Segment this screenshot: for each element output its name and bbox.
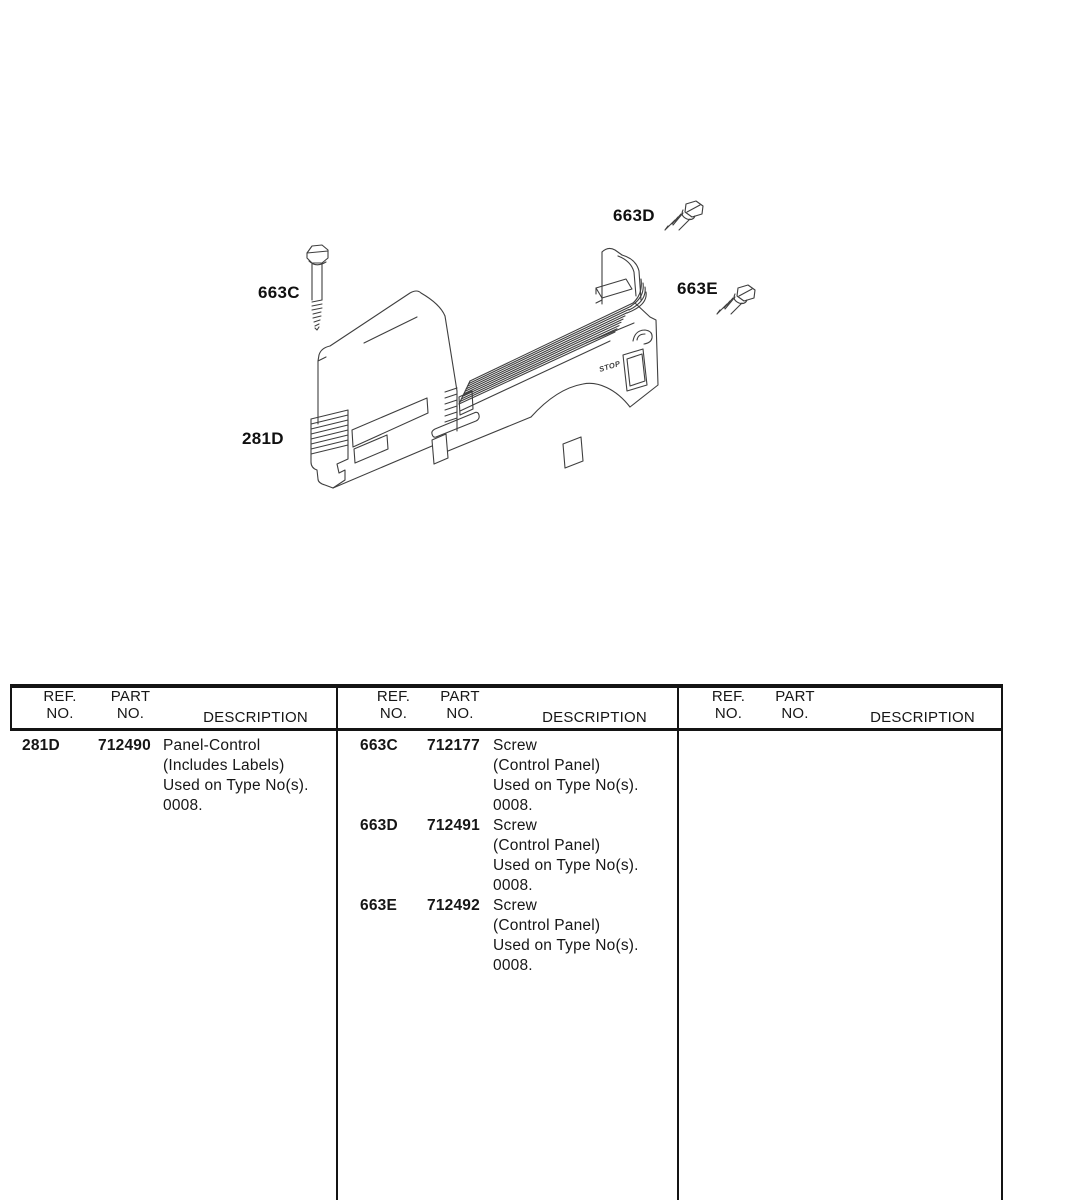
table-body-col2 xyxy=(340,736,676,976)
table-header-col2 xyxy=(340,688,696,726)
table-divider-2 xyxy=(677,684,679,1200)
table-divider-1 xyxy=(336,684,338,1200)
table-header-col1 xyxy=(10,688,348,726)
callout-663c: 663C xyxy=(258,283,300,302)
ref-no-cell: 663E xyxy=(360,897,397,914)
part-no-header: PART NO. xyxy=(110,688,151,722)
screw-663d-drawing xyxy=(665,201,703,230)
bolt-663c-drawing xyxy=(307,245,328,330)
part-row-663d xyxy=(340,816,676,896)
description-cell: Screw (Control Panel) Used on Type No(s). 0008. xyxy=(493,897,639,974)
table-body-col1 xyxy=(10,736,336,816)
table-header-separator xyxy=(10,728,1003,731)
description-header: DESCRIPTION xyxy=(203,709,308,726)
ref-no-header: REF. NO. xyxy=(376,688,411,722)
ref-no-header: REF. NO. xyxy=(43,688,77,722)
ref-no-cell: 281D xyxy=(22,737,60,754)
part-no-header: PART NO. xyxy=(775,688,815,722)
part-no-cell: 712490 xyxy=(98,737,151,754)
description-cell: Panel-Control (Includes Labels) Used on Type No(s). 0008. xyxy=(163,737,309,814)
ribbed-band-drawing xyxy=(459,279,646,411)
ref-no-cell: 663C xyxy=(360,737,398,754)
part-no-header: PART NO. xyxy=(440,688,480,722)
callout-281d: 281D xyxy=(242,429,284,448)
description-header: DESCRIPTION xyxy=(870,709,975,726)
part-row-663c xyxy=(340,736,676,816)
ref-no-header: REF. NO. xyxy=(711,688,746,722)
table-header-col3 xyxy=(679,688,1017,726)
description-cell: Screw (Control Panel) Used on Type No(s). 0008. xyxy=(493,737,639,814)
panel-stop-text: STOP xyxy=(597,358,622,374)
table-right-border xyxy=(1001,684,1003,1200)
part-no-cell: 712177 xyxy=(427,737,480,754)
description-header: DESCRIPTION xyxy=(542,709,647,726)
ref-no-cell: 663D xyxy=(360,817,398,834)
part-no-cell: 712492 xyxy=(427,897,480,914)
part-row-281d xyxy=(10,736,336,816)
flange-drawing xyxy=(596,248,641,304)
callout-663e: 663E xyxy=(677,279,718,298)
part-row-663e xyxy=(340,896,676,976)
bracket-post-drawing xyxy=(445,388,473,431)
end-plate-drawing xyxy=(432,303,658,468)
control-panel-cover-drawing xyxy=(311,291,457,488)
callout-663d: 663D xyxy=(613,206,655,225)
screw-663e-drawing xyxy=(717,285,755,314)
part-no-cell: 712491 xyxy=(427,817,480,834)
description-cell: Screw (Control Panel) Used on Type No(s). 0008. xyxy=(493,817,639,894)
